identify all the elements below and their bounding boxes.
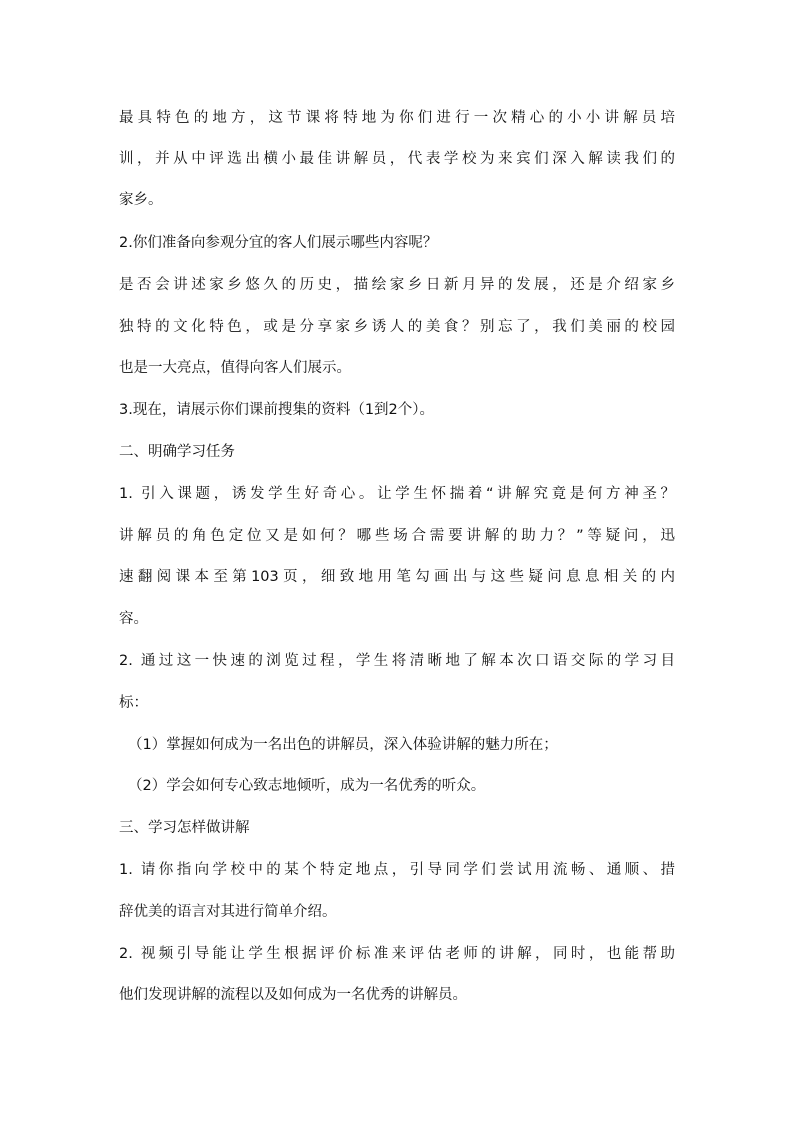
text-line: 家乡。 — [119, 192, 163, 208]
text-line: 是否会讲述家乡悠久的历史，描绘家乡日新月异的发展，还是介绍家乡 — [119, 277, 675, 293]
text-line: 他们发现讲解的流程以及如何成为一名优秀的讲解员。 — [119, 987, 467, 1003]
text-line: 也是一大亮点，值得向客人们展示。 — [119, 360, 351, 376]
text-line: 速翻阅课本至第103页，细致地用笔勾画出与这些疑问息息相关的内 — [119, 569, 675, 585]
text-line: 2. 视频引导能让学生根据评价标准来评估老师的讲解，同时，也能帮助 — [119, 946, 675, 962]
text-line: 辞优美的语言对其进行简单介绍。 — [119, 904, 337, 920]
section-heading: 三、学习怎样做讲解 — [119, 820, 250, 836]
text-line: 独特的文化特色，或是分享家乡诱人的美食？别忘了，我们美丽的校园 — [119, 319, 675, 335]
text-line: 3.现在，请展示你们课前搜集的资料（1到2个）。 — [119, 402, 435, 418]
text-line: 训，并从中评选出横小最佳讲解员，代表学校为来宾们深入解读我们的 — [119, 151, 675, 167]
text-line: 2.你们准备向参观分宜的客人们展示哪些内容呢？ — [119, 235, 438, 251]
text-line: 1. 引入课题，诱发学生好奇心。让学生怀揣着“讲解究竟是何方神圣？ — [119, 486, 675, 502]
section-heading: 二、明确学习任务 — [119, 444, 235, 460]
text-line: 容。 — [119, 611, 148, 627]
list-item: （1）掌握如何成为一名出色的讲解员，深入体验讲解的魅力所在； — [128, 737, 558, 753]
text-line: 标： — [119, 695, 148, 711]
text-line: 1. 请你指向学校中的某个特定地点，引导同学们尝试用流畅、通顺、措 — [119, 862, 675, 878]
list-item: （2）学会如何专心致志地倾听，成为一名优秀的听众。 — [128, 778, 486, 794]
text-line: 讲解员的角色定位又是如何？哪些场合需要讲解的助力？”等疑问，迅 — [119, 528, 675, 544]
text-line: 2. 通过这一快速的浏览过程，学生将清晰地了解本次口语交际的学习目 — [119, 653, 675, 669]
text-line: 最具特色的地方，这节课将特地为你们进行一次精心的小小讲解员培 — [119, 110, 675, 126]
